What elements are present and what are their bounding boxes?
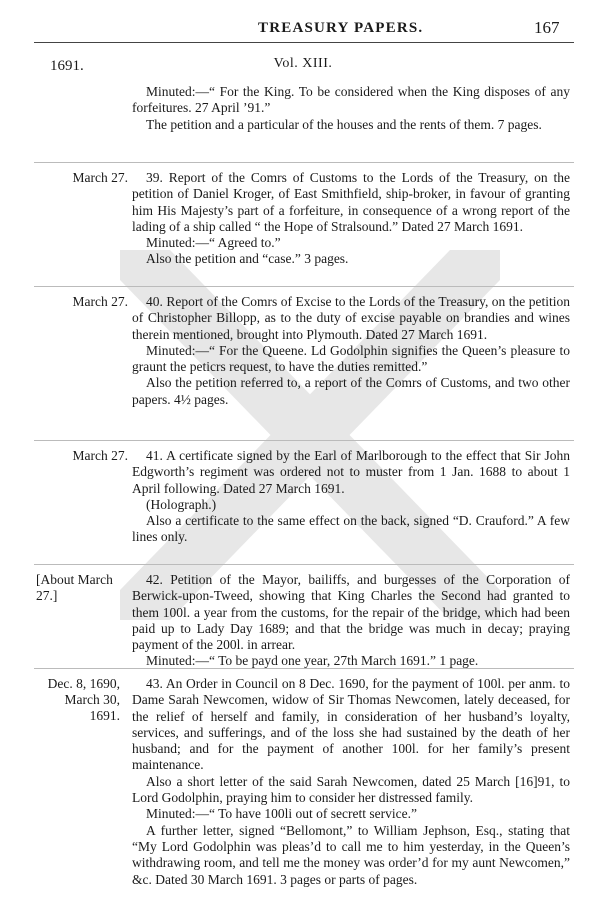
minute-paragraph: Minuted:—“ To be payd one year, 27th March 1691.” 1 page. xyxy=(146,653,479,669)
letter-paragraph: A further letter, signed “Bellomont,” to William Jephson, Esq., stating that “My Lord Godolphin was pleas’d to call me to him yesterday, in the Queen’s withdrawing room, and tell me the money was order’d for my aunt Newcomen,” &c. Dated 30 March 1691. 3 pages or parts of pages. xyxy=(132,822,570,887)
entry-body xyxy=(132,294,570,408)
entry-body xyxy=(132,170,570,268)
entry-body xyxy=(132,676,570,888)
entry-separator xyxy=(34,564,574,565)
entry-paragraph: 42. Petition of the Mayor, bailiffs, and burgesses of the Corporation of Berwick-upon-Tweed, showing that King Charles the Second had granted to them 100l. a year from the customs, for the repair of the bridge, which had been paid up to Lady Day 1689; and that the bridge was much in decay; praying payment of the 200l. in arrear. xyxy=(132,572,570,653)
entry-paragraph: 40. Report of the Comrs of Excise to the Lords of the Treasury, on the petition of Christopher Billopp, as to the duty of excise payable on brandies and wines therein mentioned, brought into Plymouth. Dated 27 March 1691. xyxy=(132,294,570,342)
enclosure-paragraph: Also the petition referred to, a report of the Comrs of Customs, and two other papers. 4½ pages. xyxy=(132,375,570,407)
enclosure-paragraph: Also the petition and “case.” 3 pages. xyxy=(146,251,349,267)
holograph-note: (Holograph.) xyxy=(146,496,217,512)
entry-separator xyxy=(34,440,574,441)
volume-title: Vol. XIII. xyxy=(273,56,333,71)
enclosure-paragraph: Also a certificate to the same effect on the back, signed “D. Crauford.” A few lines only. xyxy=(132,513,570,545)
enclosure-paragraph: The petition and a particular of the houses and the rents of them. 7 pages. xyxy=(146,116,542,132)
entry-date: [About March 27.] xyxy=(36,572,113,603)
entry-separator xyxy=(34,162,574,163)
entry-separator xyxy=(34,668,574,669)
entry-paragraph: 41. A certificate signed by the Earl of Marlborough to the effect that Sir John Edgworth’s regiment was ordered not to muster from 1 Jan. 1688 to about 1 April following. Dated 27 March 1691. xyxy=(132,448,570,496)
entry-date: March 27. xyxy=(72,170,128,185)
page-number: 167 xyxy=(534,18,560,37)
entry-body xyxy=(132,572,570,670)
entry-body xyxy=(132,84,570,133)
minute-paragraph: Minuted:—“ Agreed to.” xyxy=(146,235,281,251)
minute-paragraph: Minuted:—“ To have 100li out of secrett service.” xyxy=(146,806,417,822)
entry-paragraph: 43. An Order in Council on 8 Dec. 1690, for the payment of 100l. per anm. to Dame Sarah Newcomen, widow of Sir Thomas Newcomen, lately deceased, for the relief of herself and family, in consideration of her husband’s loyalty, services, and sufferings, and of the loss she had sustained by the death of her husband; and for the payment of another 100l. for her family’s present maintenance. xyxy=(132,676,570,773)
minute-paragraph: Minuted:—“ For the Queene. Ld Godolphin signifies the Queen’s pleasure to graunt the peticrs request, to have the duties remitted.” xyxy=(132,342,570,375)
minute-paragraph: Minuted:—“ For the King. To be considered when the King disposes of any forfeitures. 27 April ’91.” xyxy=(132,84,570,116)
entry-date: Dec. 8, 1690, March 30, 1691. xyxy=(47,676,120,723)
entry-paragraph: 39. Report of the Comrs of Customs to the Lords of the Treasury, on the petition of Daniel Kroger, of East Smithfield, ship-broker, in favour of granting him His Majesty’s part of a forfeiture, in consequence of a wrong report of the lading of a ship called “ the Hope of Stralsound.” Dated 27 March 1691. xyxy=(132,170,570,234)
running-title: TREASURY PAPERS. xyxy=(258,20,424,36)
running-header xyxy=(0,16,606,38)
entry-date: March 27. xyxy=(72,294,128,309)
header-rule xyxy=(34,42,574,43)
watermark-stamp xyxy=(100,230,520,630)
margin-year: 1691. xyxy=(50,58,84,74)
entry-date: March 27. xyxy=(72,448,128,463)
entry-body xyxy=(132,448,570,546)
entry-separator xyxy=(34,286,574,287)
letter-paragraph: Also a short letter of the said Sarah Newcomen, dated 25 March [16]91, to Lord Godolphin, praying him to consider her distressed family. xyxy=(132,773,570,806)
